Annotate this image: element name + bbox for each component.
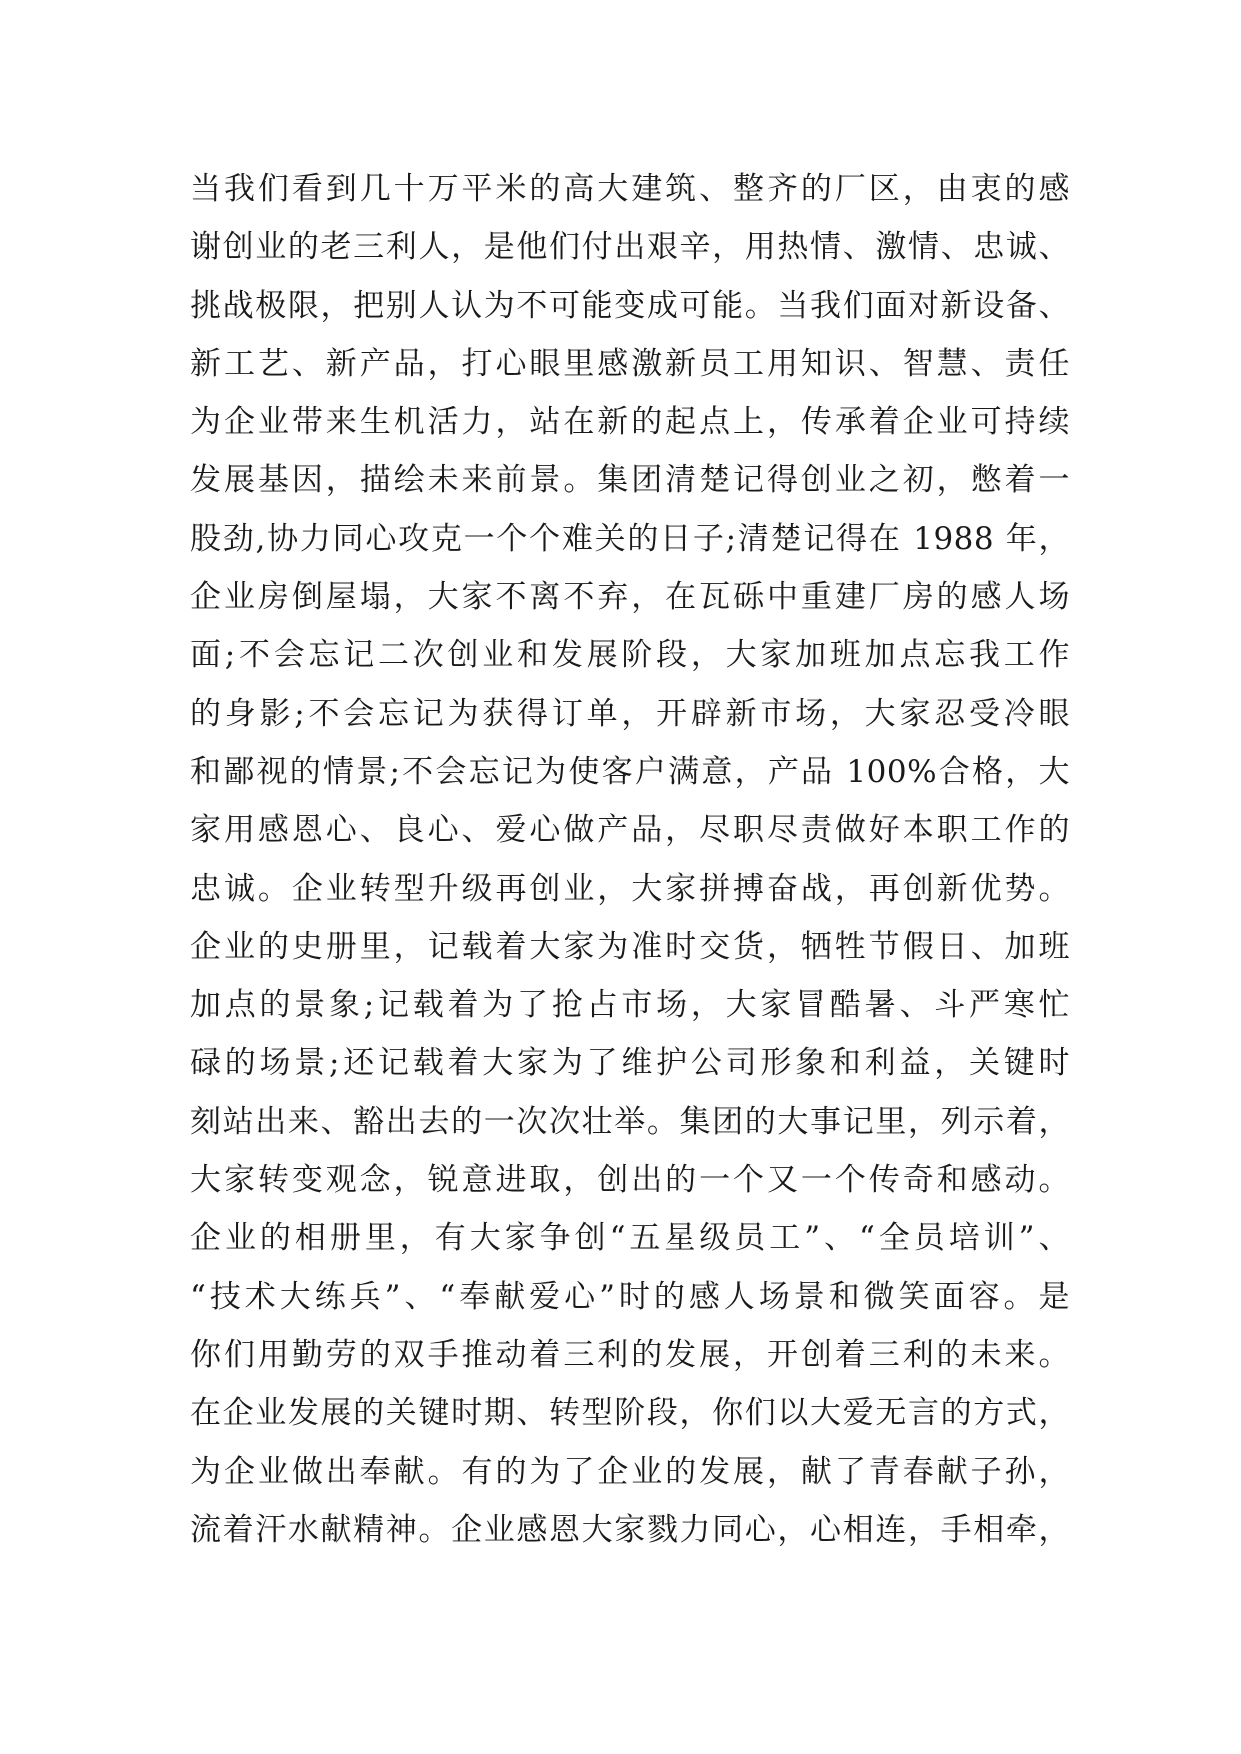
text-line: 碌的场景;还记载着大家为了维护公司形象和利益，关键时 — [190, 1045, 1070, 1082]
text-line: 面;不会忘记二次创业和发展阶段，大家加班加点忘我工作 — [190, 637, 1070, 674]
text-line: 和鄙视的情景;不会忘记为使客户满意，产品 100%合格，大 — [190, 753, 1070, 790]
text-line: 企业的相册里，有大家争创“五星级员工”、“全员培训”、 — [190, 1220, 1070, 1257]
text-line: 企业房倒屋塌，大家不离不弃，在瓦砾中重建厂房的感人场 — [190, 579, 1070, 616]
text-line: 新工艺、新产品，打心眼里感激新员工用知识、智慧、责任 — [190, 345, 1070, 382]
text-line: 忠诚。企业转型升级再创业，大家拼搏奋战，再创新优势。 — [190, 870, 1070, 907]
text-line: 流着汗水献精神。企业感恩大家戮力同心，心相连，手相牵， — [190, 1511, 1070, 1548]
text-line: 谢创业的老三利人，是他们付出艰辛，用热情、激情、忠诚、 — [190, 229, 1070, 266]
text-line: 为企业带来生机活力，站在新的起点上，传承着企业可持续 — [190, 404, 1070, 441]
text-line: 发展基因，描绘未来前景。集团清楚记得创业之初，憋着一 — [190, 462, 1070, 499]
text-line: 在企业发展的关键时期、转型阶段，你们以大爱无言的方式， — [190, 1395, 1070, 1432]
text-line: 股劲,协力同心攻克一个个难关的日子;清楚记得在 1988 年， — [190, 520, 1070, 557]
text-line: 刻站出来、豁出去的一次次壮举。集团的大事记里，列示着， — [190, 1103, 1070, 1140]
text-line: “技术大练兵”、“奉献爱心”时的感人场景和微笑面容。是 — [190, 1278, 1070, 1315]
text-line: 挑战极限，把别人认为不可能变成可能。当我们面对新设备、 — [190, 287, 1070, 324]
text-line: 企业的史册里，记载着大家为准时交货，牺牲节假日、加班 — [190, 928, 1070, 965]
body-paragraph — [190, 160, 1070, 1559]
text-line: 大家转变观念，锐意进取，创出的一个又一个传奇和感动。 — [190, 1162, 1070, 1199]
text-line: 家用感恩心、良心、爱心做产品，尽职尽责做好本职工作的 — [190, 812, 1070, 849]
text-line: 为企业做出奉献。有的为了企业的发展，献了青春献子孙， — [190, 1453, 1070, 1490]
text-line: 当我们看到几十万平米的高大建筑、整齐的厂区，由衷的感 — [190, 171, 1070, 207]
text-line: 的身影;不会忘记为获得订单，开辟新市场，大家忍受冷眼 — [190, 695, 1070, 732]
text-line: 你们用勤劳的双手推动着三利的发展，开创着三利的未来。 — [190, 1336, 1070, 1373]
text-line: 加点的景象;记载着为了抢占市场，大家冒酷暑、斗严寒忙 — [190, 987, 1070, 1024]
